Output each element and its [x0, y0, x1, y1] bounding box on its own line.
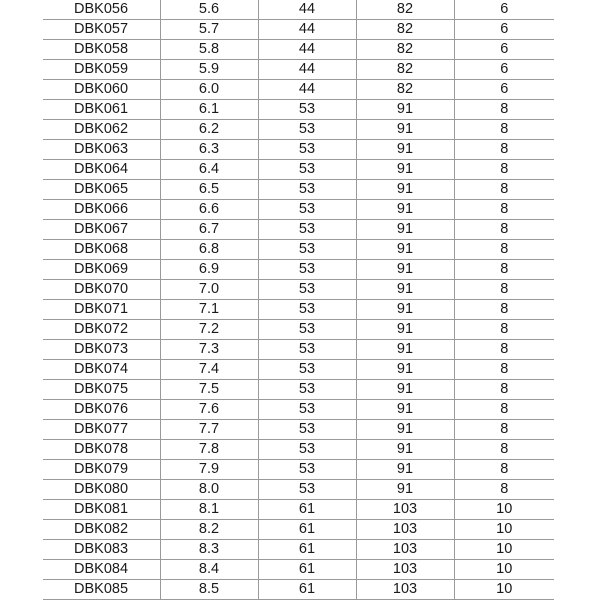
value-a-cell: 53	[258, 480, 356, 500]
spec-table-body	[43, 0, 554, 600]
value-a-cell: 53	[258, 180, 356, 200]
part-code-cell: DBK070	[43, 280, 160, 300]
value-b-cell: 103	[356, 580, 454, 600]
value-c-cell: 6	[454, 80, 554, 100]
part-code-cell: DBK063	[43, 140, 160, 160]
table-row	[43, 180, 554, 200]
size-cell: 7.5	[160, 380, 258, 400]
size-cell: 5.9	[160, 60, 258, 80]
table-row	[43, 140, 554, 160]
size-cell: 6.7	[160, 220, 258, 240]
part-code-cell: DBK064	[43, 160, 160, 180]
table-row	[43, 400, 554, 420]
size-cell: 7.1	[160, 300, 258, 320]
value-c-cell: 10	[454, 580, 554, 600]
size-cell: 6.2	[160, 120, 258, 140]
table-row	[43, 120, 554, 140]
value-b-cell: 91	[356, 260, 454, 280]
value-b-cell: 91	[356, 200, 454, 220]
table-row	[43, 360, 554, 380]
value-a-cell: 61	[258, 580, 356, 600]
size-cell: 7.3	[160, 340, 258, 360]
table-row	[43, 100, 554, 120]
value-c-cell: 8	[454, 200, 554, 220]
table-row	[43, 560, 554, 580]
value-a-cell: 61	[258, 560, 356, 580]
size-cell: 8.5	[160, 580, 258, 600]
value-a-cell: 61	[258, 540, 356, 560]
part-code-cell: DBK082	[43, 520, 160, 540]
value-c-cell: 8	[454, 100, 554, 120]
spec-table	[43, 0, 554, 600]
part-code-cell: DBK067	[43, 220, 160, 240]
value-c-cell: 8	[454, 320, 554, 340]
value-b-cell: 91	[356, 460, 454, 480]
value-b-cell: 103	[356, 540, 454, 560]
size-cell: 7.2	[160, 320, 258, 340]
table-row	[43, 320, 554, 340]
table-row	[43, 280, 554, 300]
value-b-cell: 91	[356, 380, 454, 400]
value-a-cell: 44	[258, 80, 356, 100]
value-a-cell: 53	[258, 360, 356, 380]
value-a-cell: 61	[258, 500, 356, 520]
value-a-cell: 53	[258, 200, 356, 220]
value-c-cell: 6	[454, 20, 554, 40]
size-cell: 8.3	[160, 540, 258, 560]
value-b-cell: 91	[356, 100, 454, 120]
part-code-cell: DBK075	[43, 380, 160, 400]
table-row	[43, 260, 554, 280]
value-a-cell: 53	[258, 440, 356, 460]
table-row	[43, 540, 554, 560]
value-b-cell: 103	[356, 560, 454, 580]
value-a-cell: 53	[258, 320, 356, 340]
part-code-cell: DBK057	[43, 20, 160, 40]
part-code-cell: DBK056	[43, 0, 160, 20]
table-row	[43, 200, 554, 220]
size-cell: 8.4	[160, 560, 258, 580]
table-row	[43, 440, 554, 460]
value-a-cell: 44	[258, 60, 356, 80]
table-row	[43, 300, 554, 320]
table-row	[43, 480, 554, 500]
value-a-cell: 53	[258, 120, 356, 140]
value-c-cell: 10	[454, 520, 554, 540]
value-c-cell: 8	[454, 240, 554, 260]
value-c-cell: 8	[454, 180, 554, 200]
value-b-cell: 82	[356, 60, 454, 80]
spec-table-container	[43, 0, 554, 600]
value-a-cell: 44	[258, 40, 356, 60]
value-b-cell: 82	[356, 80, 454, 100]
value-c-cell: 8	[454, 260, 554, 280]
value-b-cell: 103	[356, 500, 454, 520]
part-code-cell: DBK085	[43, 580, 160, 600]
value-b-cell: 91	[356, 140, 454, 160]
table-row	[43, 580, 554, 600]
value-a-cell: 53	[258, 240, 356, 260]
part-code-cell: DBK077	[43, 420, 160, 440]
size-cell: 6.4	[160, 160, 258, 180]
table-row	[43, 520, 554, 540]
value-a-cell: 53	[258, 220, 356, 240]
value-c-cell: 8	[454, 460, 554, 480]
value-a-cell: 53	[258, 380, 356, 400]
part-code-cell: DBK066	[43, 200, 160, 220]
value-a-cell: 44	[258, 20, 356, 40]
value-a-cell: 53	[258, 160, 356, 180]
table-row	[43, 420, 554, 440]
value-c-cell: 8	[454, 360, 554, 380]
table-row	[43, 160, 554, 180]
value-c-cell: 8	[454, 160, 554, 180]
size-cell: 7.8	[160, 440, 258, 460]
size-cell: 8.1	[160, 500, 258, 520]
value-c-cell: 8	[454, 140, 554, 160]
part-code-cell: DBK058	[43, 40, 160, 60]
value-c-cell: 6	[454, 0, 554, 20]
size-cell: 6.8	[160, 240, 258, 260]
value-a-cell: 44	[258, 0, 356, 20]
value-b-cell: 103	[356, 520, 454, 540]
size-cell: 6.5	[160, 180, 258, 200]
value-a-cell: 53	[258, 280, 356, 300]
table-row	[43, 460, 554, 480]
size-cell: 6.0	[160, 80, 258, 100]
size-cell: 8.0	[160, 480, 258, 500]
part-code-cell: DBK074	[43, 360, 160, 380]
value-a-cell: 61	[258, 520, 356, 540]
table-row	[43, 60, 554, 80]
value-a-cell: 53	[258, 420, 356, 440]
table-row	[43, 0, 554, 20]
size-cell: 7.7	[160, 420, 258, 440]
value-c-cell: 8	[454, 480, 554, 500]
value-a-cell: 53	[258, 460, 356, 480]
value-c-cell: 6	[454, 60, 554, 80]
value-b-cell: 91	[356, 160, 454, 180]
table-row	[43, 40, 554, 60]
value-c-cell: 8	[454, 220, 554, 240]
table-row	[43, 220, 554, 240]
part-code-cell: DBK059	[43, 60, 160, 80]
value-c-cell: 8	[454, 420, 554, 440]
table-row	[43, 80, 554, 100]
size-cell: 8.2	[160, 520, 258, 540]
size-cell: 6.3	[160, 140, 258, 160]
part-code-cell: DBK076	[43, 400, 160, 420]
value-a-cell: 53	[258, 340, 356, 360]
part-code-cell: DBK078	[43, 440, 160, 460]
value-b-cell: 91	[356, 440, 454, 460]
size-cell: 7.0	[160, 280, 258, 300]
value-c-cell: 8	[454, 280, 554, 300]
part-code-cell: DBK071	[43, 300, 160, 320]
value-a-cell: 53	[258, 140, 356, 160]
value-c-cell: 8	[454, 380, 554, 400]
value-b-cell: 91	[356, 360, 454, 380]
part-code-cell: DBK072	[43, 320, 160, 340]
value-b-cell: 91	[356, 240, 454, 260]
part-code-cell: DBK061	[43, 100, 160, 120]
table-row	[43, 240, 554, 260]
value-c-cell: 8	[454, 120, 554, 140]
table-row	[43, 340, 554, 360]
part-code-cell: DBK068	[43, 240, 160, 260]
size-cell: 7.4	[160, 360, 258, 380]
size-cell: 6.6	[160, 200, 258, 220]
part-code-cell: DBK065	[43, 180, 160, 200]
value-b-cell: 91	[356, 420, 454, 440]
value-c-cell: 10	[454, 500, 554, 520]
value-b-cell: 91	[356, 400, 454, 420]
part-code-cell: DBK080	[43, 480, 160, 500]
value-b-cell: 82	[356, 0, 454, 20]
table-row	[43, 500, 554, 520]
part-code-cell: DBK060	[43, 80, 160, 100]
value-b-cell: 91	[356, 120, 454, 140]
value-b-cell: 91	[356, 300, 454, 320]
value-b-cell: 91	[356, 180, 454, 200]
value-a-cell: 53	[258, 260, 356, 280]
part-code-cell: DBK083	[43, 540, 160, 560]
size-cell: 5.7	[160, 20, 258, 40]
part-code-cell: DBK081	[43, 500, 160, 520]
table-row	[43, 20, 554, 40]
size-cell: 6.1	[160, 100, 258, 120]
part-code-cell: DBK069	[43, 260, 160, 280]
value-c-cell: 8	[454, 300, 554, 320]
value-a-cell: 53	[258, 400, 356, 420]
value-a-cell: 53	[258, 300, 356, 320]
value-c-cell: 8	[454, 400, 554, 420]
value-c-cell: 8	[454, 340, 554, 360]
value-b-cell: 82	[356, 40, 454, 60]
value-c-cell: 8	[454, 440, 554, 460]
size-cell: 7.6	[160, 400, 258, 420]
value-c-cell: 6	[454, 40, 554, 60]
table-row	[43, 380, 554, 400]
value-c-cell: 10	[454, 560, 554, 580]
value-b-cell: 82	[356, 20, 454, 40]
size-cell: 5.6	[160, 0, 258, 20]
part-code-cell: DBK073	[43, 340, 160, 360]
size-cell: 6.9	[160, 260, 258, 280]
value-b-cell: 91	[356, 480, 454, 500]
value-b-cell: 91	[356, 220, 454, 240]
part-code-cell: DBK084	[43, 560, 160, 580]
value-b-cell: 91	[356, 340, 454, 360]
value-b-cell: 91	[356, 280, 454, 300]
part-code-cell: DBK079	[43, 460, 160, 480]
part-code-cell: DBK062	[43, 120, 160, 140]
value-a-cell: 53	[258, 100, 356, 120]
size-cell: 7.9	[160, 460, 258, 480]
value-b-cell: 91	[356, 320, 454, 340]
value-c-cell: 10	[454, 540, 554, 560]
size-cell: 5.8	[160, 40, 258, 60]
